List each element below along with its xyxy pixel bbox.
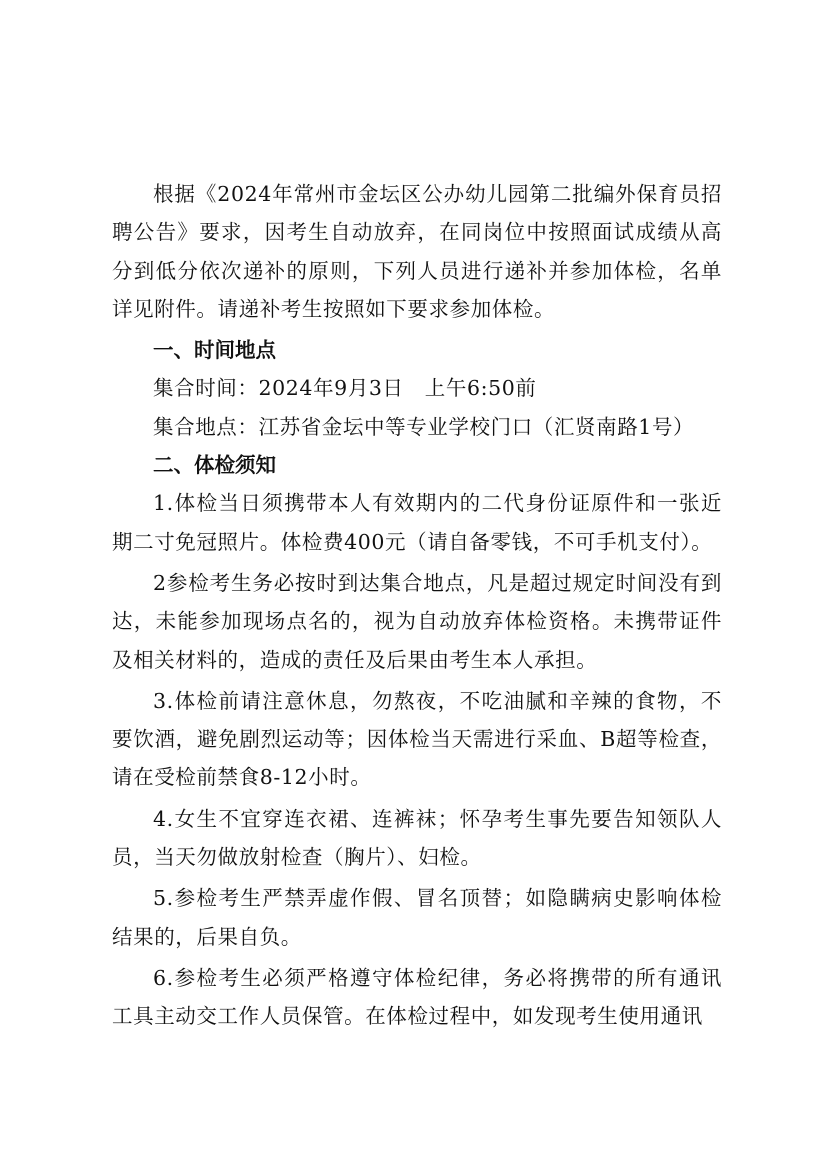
intro-paragraph: 根据《2024年常州市金坛区公办幼儿园第二批编外保育员招聘公告》要求，因考生自动放弃，在同岗位中按照面试成绩从高分到低分依次递补的原则，下列人员进行递补并参加体检，名单详见附件。请递补考生按照如下要求参加体检。: [112, 182, 722, 321]
assembly-place: 集合地点：江苏省金坛中等专业学校门口（汇贤南路1号）: [153, 414, 695, 439]
notice-item-1: 1.体检当日须携带本人有效期内的二代身份证原件和一张近期二寸免冠照片。体检费400元（请自备零钱，不可手机支付）。: [112, 491, 722, 554]
notice-item-6: 6.参检考生必须严格遵守体检纪律，务必将携带的所有通讯工具主动交工作人员保管。在体检过程中，如发现考生使用通讯: [112, 965, 722, 1029]
section-heading-exam-notice: 二、体检须知: [153, 453, 276, 478]
assembly-time: 集合时间：2024年9月3日 上午6:50前: [153, 376, 537, 401]
section-heading-time-place: 一、时间地点: [153, 338, 276, 363]
document-body: [112, 175, 722, 1036]
notice-item-2: 2参检考生务必按时到达集合地点，凡是超过规定时间没有到达，未能参加现场点名的，视为自动放弃体检资格。未携带证件及相关材料的，造成的责任及后果由考生本人承担。: [112, 570, 722, 672]
notice-item-4: 4.女生不宜穿连衣裙、连裤袜；怀孕考生事先要告知领队人员，当天勿做放射检查（胸片）、妇检。: [112, 806, 722, 870]
notice-item-5: 5.参检考生严禁弄虚作假、冒名顶替；如隐瞒病史影响体检结果的，后果自负。: [112, 886, 722, 949]
notice-item-3: 3.体检前请注意休息，勿熬夜，不吃油腻和辛辣的食物，不要饮酒，避免剧烈运动等；因体检当天需进行采血、B超等检查，请在受检前禁食8-12小时。: [112, 688, 722, 790]
